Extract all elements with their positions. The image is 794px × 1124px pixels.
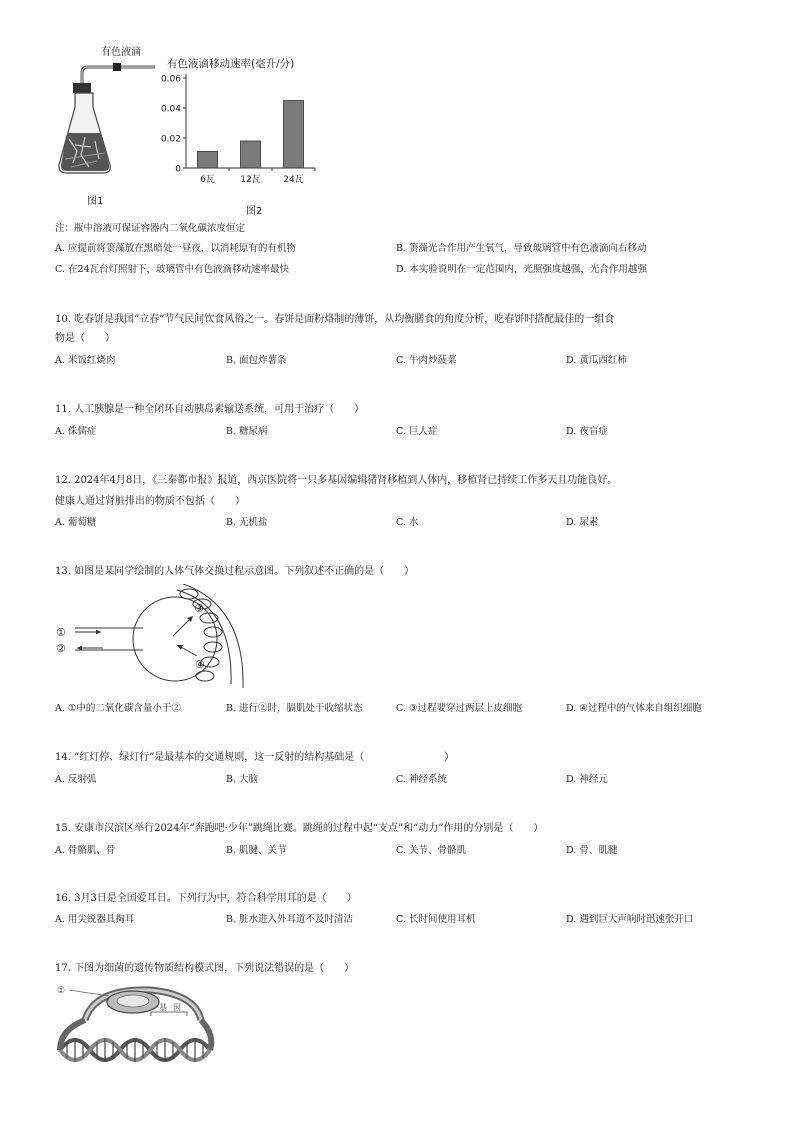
- bar: [241, 141, 261, 168]
- q11-option-d: D. 夜盲症: [566, 426, 608, 437]
- q12-option-a: A. 葡萄糖: [55, 517, 97, 528]
- y-tick-label: 0.04: [160, 104, 181, 115]
- q9-note: 注：瓶中溶液可保证容器内二氧化碳浓度恒定: [55, 223, 246, 234]
- x-tick-label: 24瓦: [283, 175, 304, 185]
- q16-option-b: B. 脏水进入外耳道不及时清洁: [226, 914, 354, 925]
- q13-option-d: D. ④过程中的气体来自组织细胞: [566, 703, 702, 714]
- q12-option-c: C. 水: [396, 517, 419, 528]
- q15-option-d: D. 骨、肌腱: [566, 845, 618, 856]
- figure-1-caption: 图1: [87, 196, 104, 207]
- q16-stem: 16. 3月3日是全国爱耳日。下列行为中，符合科学用耳的是（ ）: [55, 893, 357, 904]
- q13-stem: 13. 如图是某同学绘制的人体气体交换过程示意图。下列叙述不正确的是（ ）: [55, 566, 415, 577]
- q14-option-d: D. 神经元: [566, 774, 608, 785]
- y-tick-label: 0: [175, 164, 181, 175]
- q10-stem-line2: 物是（ ）: [55, 333, 115, 344]
- diagram-label-3: ③: [194, 602, 204, 615]
- gas-exchange-diagram: [55, 584, 245, 694]
- q14-option-a: A. 反射弧: [55, 774, 97, 785]
- q10-stem-line1: 10. 吃春饼是我国“立春”节气民间饮食风俗之一。春饼是面粉烙制的薄饼，从均衡膳食的角度分析，吃春饼时搭配最佳的一组食: [55, 314, 615, 325]
- bar: [198, 152, 218, 169]
- q13-option-b: B. 进行②时，膈肌处于收缩状态: [226, 703, 363, 714]
- q13-option-c: C. ③过程要穿过两层上皮细胞: [396, 703, 522, 714]
- q16-option-c: C. 长时间使用耳机: [396, 914, 476, 925]
- dna-label-gene-1: 基: [159, 1003, 167, 1012]
- dna-label-1: ①: [57, 986, 66, 996]
- q9-option-d: D. 本实验说明在一定范围内，光照强度越强，光合作用越强: [396, 264, 647, 275]
- q14-stem: 14. “红灯停、绿灯行”是最基本的交通规则，这一反射的结构基础是（ ）: [55, 752, 455, 763]
- q14-option-b: B. 大脑: [226, 774, 259, 785]
- q9-option-c: C. 在24瓦台灯照射下，玻璃管中有色液滴移动速率最快: [55, 264, 290, 275]
- q11-option-a: A. 侏儒症: [55, 426, 97, 437]
- figure-2: [150, 56, 320, 216]
- q9-option-b: B. 箦藻光合作用产生氧气，导致玻璃管中有色液滴向右移动: [396, 243, 647, 254]
- bacterial-dna-diagram: [55, 980, 225, 1080]
- diagram-label-1: ①: [56, 626, 66, 639]
- q10-option-a: A. 米饭红烧肉: [55, 355, 116, 366]
- x-tick-label: 6瓦: [200, 175, 215, 185]
- q16-option-a: A. 用尖锐器具掏耳: [55, 914, 135, 925]
- q11-option-b: B. 糖尿病: [226, 426, 268, 437]
- q16-option-d: D. 遇到巨大声响时迅速张开口: [566, 914, 694, 925]
- y-tick-label: 0.02: [160, 134, 181, 145]
- q10-option-b: B. 面包炸薯条: [226, 355, 287, 366]
- diagram-label-4: ④: [195, 658, 205, 671]
- q10-option-c: C. 牛肉炒菠菜: [396, 355, 457, 366]
- flask-illustration: [55, 55, 165, 195]
- q15-option-a: A. 骨骼肌、骨: [55, 845, 116, 856]
- bar: [284, 101, 304, 169]
- q9-option-a: A. 应提前将箦藻放在黑暗处一昼夜，以消耗原有的有机物: [55, 243, 296, 254]
- figure-2-caption: 图2: [246, 206, 263, 217]
- q11-option-c: C. 巨人症: [396, 426, 438, 437]
- q12-option-d: D. 尿素: [566, 517, 599, 528]
- q13-option-a: A. ①中的二氧化碳含量小于②: [55, 703, 181, 714]
- q11-stem: 11. 人工胰腺是一种全闭环自动胰岛素输送系统，可用于治疗（ ）: [55, 404, 365, 415]
- figure-1-droplet-label: 有色液滴: [101, 47, 141, 58]
- q12-stem-line1: 12. 2024年4月8日，《三秦都市报》报道，西京医院将一只多基因编辑猪肾移植到人体内，移植肾已持续工作多天且功能良好。: [55, 475, 618, 486]
- q10-option-d: D. 黄瓜西红柿: [566, 355, 627, 366]
- q17-stem: 17. 下图为细菌的遗传物质结构模式图，下列说法错误的是（ ）: [55, 963, 355, 974]
- diagram-label-2: ②: [56, 642, 66, 655]
- q15-stem: 15. 安康市汉滨区举行2024年“奔跑吧·少年”跳绳比赛。跳绳的过程中起“支点”和“动力”作用的分别是（ ）: [55, 823, 544, 834]
- q14-option-c: C. 神经系统: [396, 774, 447, 785]
- y-tick-label: 0.06: [160, 74, 181, 85]
- q15-option-c: C. 关节、骨骼肌: [396, 845, 466, 856]
- x-tick-label: 12瓦: [240, 175, 261, 185]
- q12-option-b: B. 无机盐: [226, 517, 268, 528]
- chart-title: 有色液滴移动速率(毫升/分): [167, 58, 295, 70]
- dna-label-gene-2: 因: [173, 1003, 181, 1012]
- figure-1: [55, 40, 165, 215]
- q15-option-b: B. 肌腱、关节: [226, 845, 287, 856]
- bar-chart: [150, 70, 320, 200]
- q12-stem-line2: 健康人通过肾脏排出的物质不包括（ ）: [55, 496, 245, 507]
